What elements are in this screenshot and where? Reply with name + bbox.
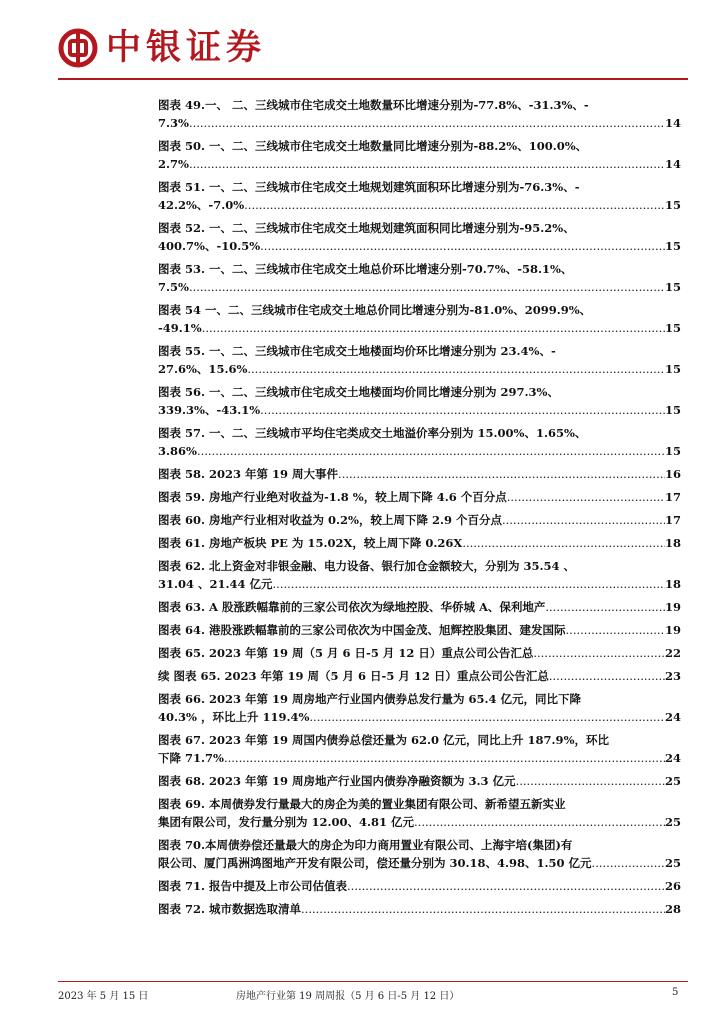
dot-leader [414, 813, 665, 831]
toc-page-number: 16 [664, 467, 681, 481]
toc-entry-leader-line [158, 401, 681, 419]
toc-entry-line: 图表 54 一、二、三线城市住宅成交土地总价同比增速分别为-81.0%、2099.9%、 [158, 303, 592, 317]
toc-entry[interactable] [158, 178, 681, 214]
dot-leader [309, 708, 665, 726]
brand-name: 中银证券 [106, 28, 267, 68]
toc-entry[interactable] [158, 836, 681, 872]
toc-entry[interactable] [158, 795, 681, 831]
toc-entry-line: 图表 70.本周债券偿还量最大的房企为印力商用置业有限公司、上海宇培(集团)有 [158, 838, 573, 852]
toc-entry-text: 续 图表 65. 2023 年第 19 周（5 月 6 日-5 月 12 日）重点公司公告汇总 [158, 669, 549, 683]
toc-page-number: 26 [664, 879, 681, 893]
dot-leader [244, 196, 665, 214]
dot-leader [338, 465, 665, 483]
toc-page-number: 19 [664, 623, 681, 637]
toc-page-number: 17 [664, 513, 681, 527]
toc-entry-leader-line [158, 877, 681, 895]
toc-page-number: 15 [664, 403, 681, 417]
toc-page-number: 24 [664, 710, 681, 724]
toc-page-number: 15 [664, 321, 681, 335]
toc-entry-text: 图表 63. A 股涨跌幅靠前的三家公司依次为绿地控股、华侨城 A、保利地产 [158, 600, 546, 614]
dot-leader [592, 854, 665, 872]
toc-entry-leader-line [158, 196, 681, 214]
toc-entry-line: 图表 57. 一、二、三线城市平均住宅类成交土地溢价率分别为 15.00%、1.65%、 [158, 426, 587, 440]
toc-entry-leader-line [158, 114, 681, 132]
toc-entry[interactable] [158, 644, 681, 662]
toc-entry-leader-line [158, 667, 681, 685]
toc-entry[interactable] [158, 260, 681, 296]
dot-leader [347, 877, 665, 895]
dot-leader [516, 772, 665, 790]
toc-entry[interactable] [158, 534, 681, 552]
toc-page-number: 22 [664, 646, 681, 660]
toc-entry-line: 图表 67. 2023 年第 19 周国内债券总偿还量为 62.0 亿元，同比上升 187.9%，环比 [158, 733, 609, 747]
footer-page-number: 5 [672, 987, 679, 998]
page-header [0, 0, 724, 82]
toc-entry-leader-line [158, 575, 681, 593]
toc-entry-text: 2.7% [158, 157, 189, 171]
toc-entry-text: 7.3% [158, 116, 189, 130]
toc-entry-leader-line [158, 237, 681, 255]
dot-leader [260, 401, 665, 419]
toc-entry-leader-line [158, 534, 681, 552]
toc-entry-line: 图表 50. 一、二、三线城市住宅成交土地数量同比增速分别为-88.2%、100.0%、 [158, 139, 588, 153]
toc-entry-line: 图表 52. 一、二、三线城市住宅成交土地规划建筑面积同比增速分别为-95.2%、 [158, 221, 575, 235]
dot-leader [247, 360, 665, 378]
toc-entry[interactable] [158, 772, 681, 790]
toc-page-number: 17 [664, 490, 681, 504]
toc-entry-leader-line [158, 360, 681, 378]
toc-entry-line: 图表 69. 本周债券发行量最大的房企为美的置业集团有限公司、新希望五新实业 [158, 797, 566, 811]
toc-entry[interactable] [158, 667, 681, 685]
toc-entry-leader-line [158, 442, 681, 460]
toc-entry-line: 图表 66. 2023 年第 19 周房地产行业国内债券总发行量为 65.4 亿元，同比下降 [158, 692, 582, 706]
toc-page-number: 24 [664, 751, 681, 765]
toc-entry[interactable] [158, 488, 681, 506]
toc-page-number: 15 [664, 198, 681, 212]
toc-entry-text: 40.3% ，环比上升 119.4% [158, 710, 310, 724]
toc-entry-leader-line [158, 644, 681, 662]
toc-entry-leader-line [158, 155, 681, 173]
dot-leader [566, 621, 665, 639]
toc-entry[interactable] [158, 137, 681, 173]
toc-entry-text: 图表 68. 2023 年第 19 周房地产行业国内债券净融资额为 3.3 亿元 [158, 774, 516, 788]
toc-entry-leader-line [158, 708, 681, 726]
toc-entry[interactable] [158, 424, 681, 460]
dot-leader [189, 114, 665, 132]
toc-entry-text: 图表 71. 报告中提及上市公司估值表 [158, 879, 348, 893]
toc-entry-text: 400.7%、-10.5% [158, 239, 261, 253]
toc-entry-text: 图表 64. 港股涨跌幅靠前的三家公司依次为中国金茂、旭辉控股集团、建发国际 [158, 623, 566, 637]
toc-entry-text: 31.04 、21.44 亿元 [158, 577, 273, 591]
toc-page-number: 15 [664, 444, 681, 458]
toc-entry[interactable] [158, 557, 681, 593]
toc-entry-line: 图表 51. 一、二、三线城市住宅成交土地规划建筑面积环比增速分别为-76.3%、- [158, 180, 580, 194]
toc-entry-text: 下降 71.7% [158, 751, 224, 765]
toc-entry-leader-line [158, 749, 681, 767]
toc-entry[interactable] [158, 731, 681, 767]
toc-page-number: 25 [664, 856, 681, 870]
toc-page-number: 28 [664, 902, 681, 916]
dot-leader [197, 442, 665, 460]
toc-entry-line: 图表 55. 一、二、三线城市住宅成交土地楼面均价环比增速分别为 23.4%、- [158, 344, 556, 358]
toc-entry[interactable] [158, 383, 681, 419]
toc-entry-text: 限公司、厦门禹洲鸿图地产开发有限公司，偿还量分别为 30.18、4.98、1.50 亿元 [158, 856, 592, 870]
toc-entry-leader-line [158, 511, 681, 529]
toc-page-number: 14 [664, 116, 681, 130]
dot-leader [189, 155, 665, 173]
toc-entry-text: 图表 65. 2023 年第 19 周（5 月 6 日-5 月 12 日）重点公司公告汇总 [158, 646, 534, 660]
toc-entry-leader-line [158, 854, 681, 872]
toc-entry[interactable] [158, 877, 681, 895]
toc-entry[interactable] [158, 301, 681, 337]
dot-leader [549, 667, 665, 685]
table-of-figures [158, 96, 681, 923]
dot-leader [545, 598, 665, 616]
dot-leader [507, 488, 665, 506]
footer-divider [58, 981, 688, 982]
toc-entry-leader-line [158, 465, 681, 483]
toc-page-number: 15 [664, 239, 681, 253]
toc-entry-text: 图表 72. 城市数据选取清单 [158, 902, 302, 916]
dot-leader [260, 237, 665, 255]
dot-leader [301, 900, 665, 918]
dot-leader [189, 278, 665, 296]
toc-entry[interactable] [158, 342, 681, 378]
toc-entry-text: 7.5% [158, 280, 189, 294]
toc-page-number: 23 [664, 669, 681, 683]
toc-entry-text: 42.2%、-7.0% [158, 198, 245, 212]
toc-page-number: 19 [664, 600, 681, 614]
toc-entry[interactable] [158, 621, 681, 639]
dot-leader [533, 644, 665, 662]
toc-entry-text: -49.1% [158, 321, 202, 335]
toc-entry[interactable] [158, 511, 681, 529]
toc-page-number: 25 [664, 815, 681, 829]
toc-entry-text: 图表 59. 房地产行业绝对收益为-1.8 %，较上周下降 4.6 个百分点 [158, 490, 507, 504]
toc-entry-text: 集团有限公司，发行量分别为 12.00、4.81 亿元 [158, 815, 415, 829]
header-divider [58, 78, 688, 80]
toc-entry-leader-line [158, 278, 681, 296]
dot-leader [273, 575, 665, 593]
toc-entry[interactable] [158, 690, 681, 726]
toc-entry-text: 图表 60. 房地产行业相对收益为 0.2%，较上周下降 2.9 个百分点 [158, 513, 502, 527]
dot-leader [202, 319, 665, 337]
toc-entry-leader-line [158, 319, 681, 337]
toc-entry-leader-line [158, 488, 681, 506]
toc-entry-text: 339.3%、-43.1% [158, 403, 261, 417]
toc-entry-text: 图表 61. 房地产板块 PE 为 15.02X，较上周下降 0.26X [158, 536, 463, 550]
toc-entry-leader-line [158, 772, 681, 790]
toc-entry[interactable] [158, 465, 681, 483]
toc-page-number: 14 [664, 157, 681, 171]
toc-entry-line: 图表 53. 一、二、三线城市住宅成交土地总价环比增速分别-70.7%、-58.1%、 [158, 262, 573, 276]
dot-leader [462, 534, 665, 552]
toc-page-number: 18 [664, 536, 681, 550]
toc-entry-leader-line [158, 900, 681, 918]
toc-page-number: 15 [664, 280, 681, 294]
toc-entry-text: 3.86% [158, 444, 197, 458]
toc-entry-line: 图表 56. 一、二、三线城市住宅成交土地楼面均价同比增速分别为 297.3%、 [158, 385, 559, 399]
toc-entry-line: 图表 62. 北上资金对非银金融、电力设备、银行加仓金额较大，分别为 35.54 、 [158, 559, 576, 573]
toc-page-number: 25 [664, 774, 681, 788]
toc-entry-leader-line [158, 621, 681, 639]
footer-date: 2023 年 5 月 15 日 [58, 991, 149, 1002]
toc-entry-text: 27.6%、15.6% [158, 362, 248, 376]
toc-page-number: 18 [664, 577, 681, 591]
toc-entry[interactable] [158, 96, 681, 132]
toc-page-number: 15 [664, 362, 681, 376]
toc-entry-line: 图表 49.一、 二、三线城市住宅成交土地数量环比增速分别为-77.8%、-31.3%、- [158, 98, 589, 112]
toc-entry[interactable] [158, 219, 681, 255]
toc-entry[interactable] [158, 598, 681, 616]
bank-of-china-logo-icon [58, 28, 98, 68]
dot-leader [502, 511, 665, 529]
toc-entry-leader-line [158, 598, 681, 616]
toc-entry-leader-line [158, 813, 681, 831]
footer-report-title: 房地产行业第 19 周周报（5 月 6 日-5 月 12 日） [236, 991, 460, 1002]
toc-entry-text: 图表 58. 2023 年第 19 周大事件 [158, 467, 339, 481]
dot-leader [224, 749, 665, 767]
toc-entry[interactable] [158, 900, 681, 918]
